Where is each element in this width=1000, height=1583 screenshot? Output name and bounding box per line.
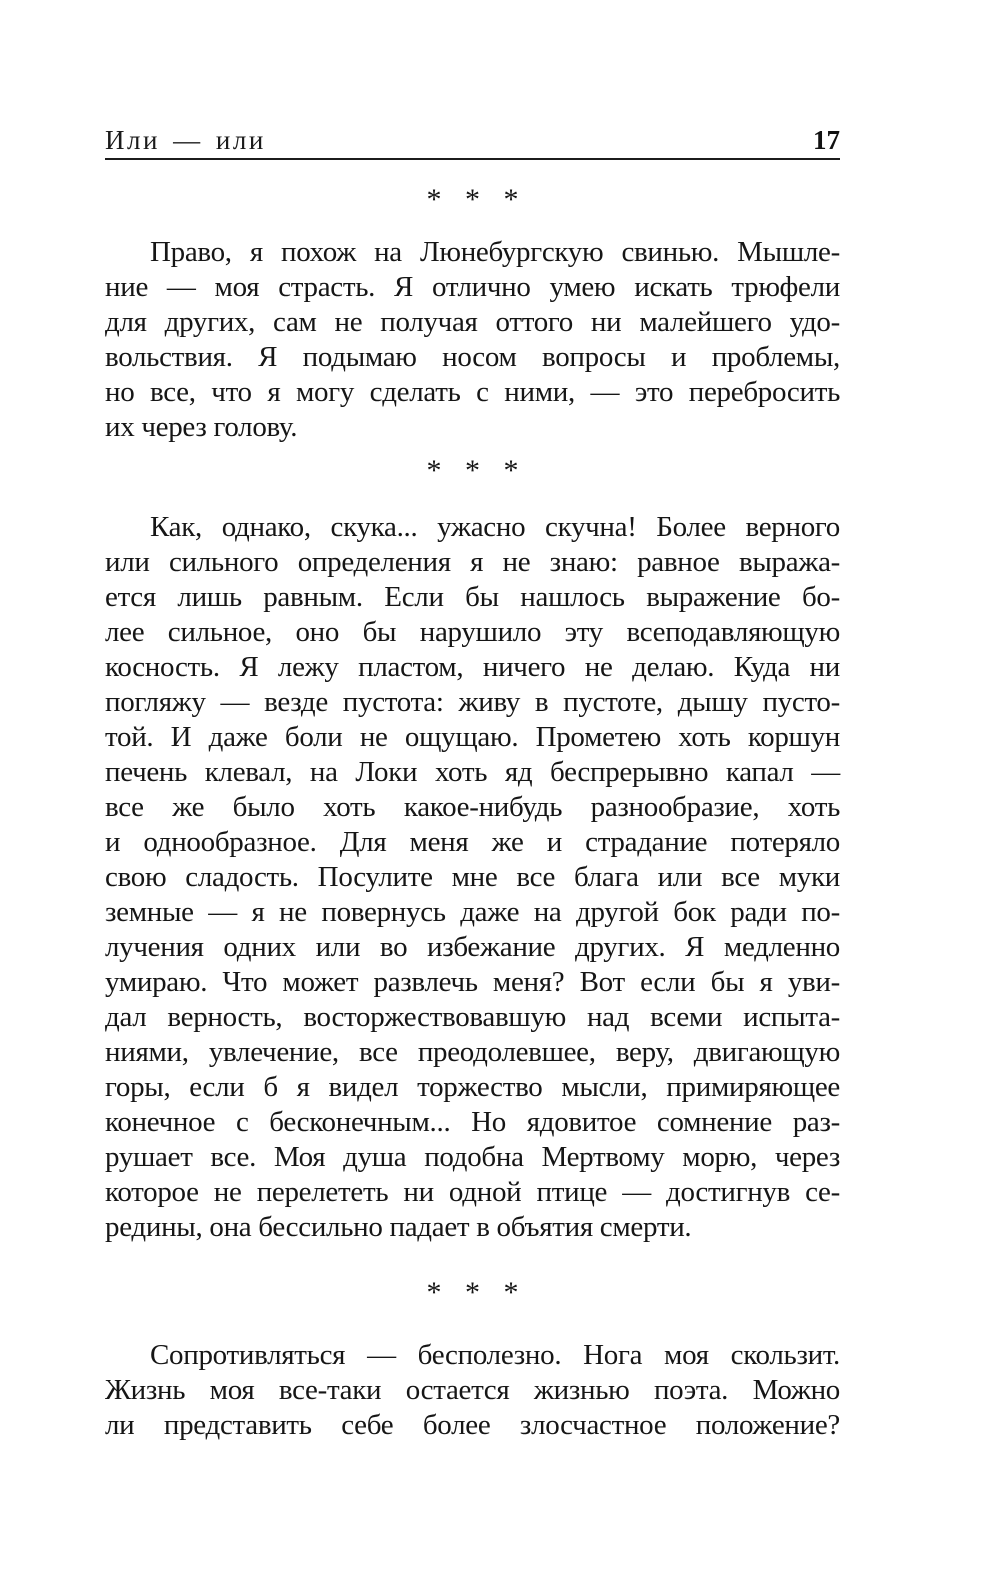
text-line: ние — моя страсть. Я отлично умею искать трюфели (105, 271, 840, 303)
header-rule (105, 158, 840, 160)
text-line: печень клевал, на Локи хоть яд беспрерывно капал — (105, 756, 840, 788)
text-line: косность. Я лежу пластом, ничего не делаю. Куда ни (105, 651, 840, 683)
running-header (105, 124, 840, 156)
text-line: Как, однако, скука... ужасно скучна! Более верного (150, 511, 840, 543)
text-line: или сильного определения я не знаю: равное выража- (105, 546, 840, 578)
text-line: Право, я похож на Люнебургскую свинью. Мышле- (150, 236, 840, 268)
paragraph (105, 510, 840, 1245)
text-line: все же было хоть какое-нибудь разнообразие, хоть (105, 791, 840, 823)
text-line: вольствия. Я подымаю носом вопросы и проблемы, (105, 341, 840, 373)
paragraph (105, 1338, 840, 1443)
page-body (105, 182, 840, 1443)
section-separator: * * * (426, 1276, 519, 1309)
text-line: той. И даже боли не ощущаю. Прометею хоть коршун (105, 721, 840, 753)
page-number: 17 (813, 125, 840, 155)
text-line: лучения одних или во избежание других. Я медленно (105, 931, 840, 963)
text-line: их через голову. (105, 411, 298, 443)
text-line: конечное с бесконечным... Но ядовитое сомнение раз- (105, 1106, 840, 1138)
text-line: рушает все. Моя душа подобна Мертвому морю, через (105, 1141, 840, 1173)
text-line: погляжу — везде пустота: живу в пустоте, дышу пусто- (105, 686, 840, 718)
text-line: свою сладость. Посулите мне все блага или все муки (105, 861, 840, 893)
text-line: для других, сам не получая оттого ни малейшего удо- (105, 306, 840, 338)
text-line: но все, что я могу сделать с ними, — это перебросить (105, 376, 840, 408)
text-line: Жизнь моя все-таки остается жизнью поэта. Можно (105, 1374, 840, 1406)
text-line: земные — я не повернусь даже на другой бок ради по- (105, 896, 840, 928)
text-line: которое не перелететь ни одной птице — достигнув се- (105, 1176, 840, 1208)
section-separator: * * * (426, 183, 519, 216)
text-line: ли представить себе более злосчастное положение? (105, 1409, 840, 1441)
text-line: дал верность, восторжествовавшую над всеми испыта- (105, 1001, 840, 1033)
paragraph (105, 235, 840, 445)
chapter-title: Или — или (105, 125, 266, 155)
text-line: ется лишь равным. Если бы нашлось выражение бо- (105, 581, 840, 613)
text-line: горы, если б я видел торжество мысли, примиряющее (105, 1071, 840, 1103)
text-line: и однообразное. Для меня же и страдание потеряло (105, 826, 840, 858)
text-line: умираю. Что может развлечь меня? Вот если бы я уви- (105, 966, 840, 998)
text-line: ниями, увлечение, все преодолевшее, веру, двигающую (105, 1036, 840, 1068)
text-line: лее сильное, оно бы нарушило эту всеподавляющую (105, 616, 840, 648)
text-line: Сопротивляться — бесполезно. Нога моя скользит. (150, 1339, 840, 1371)
section-separator: * * * (426, 454, 519, 487)
text-line: редины, она бессильно падает в объятия смерти. (105, 1211, 692, 1243)
